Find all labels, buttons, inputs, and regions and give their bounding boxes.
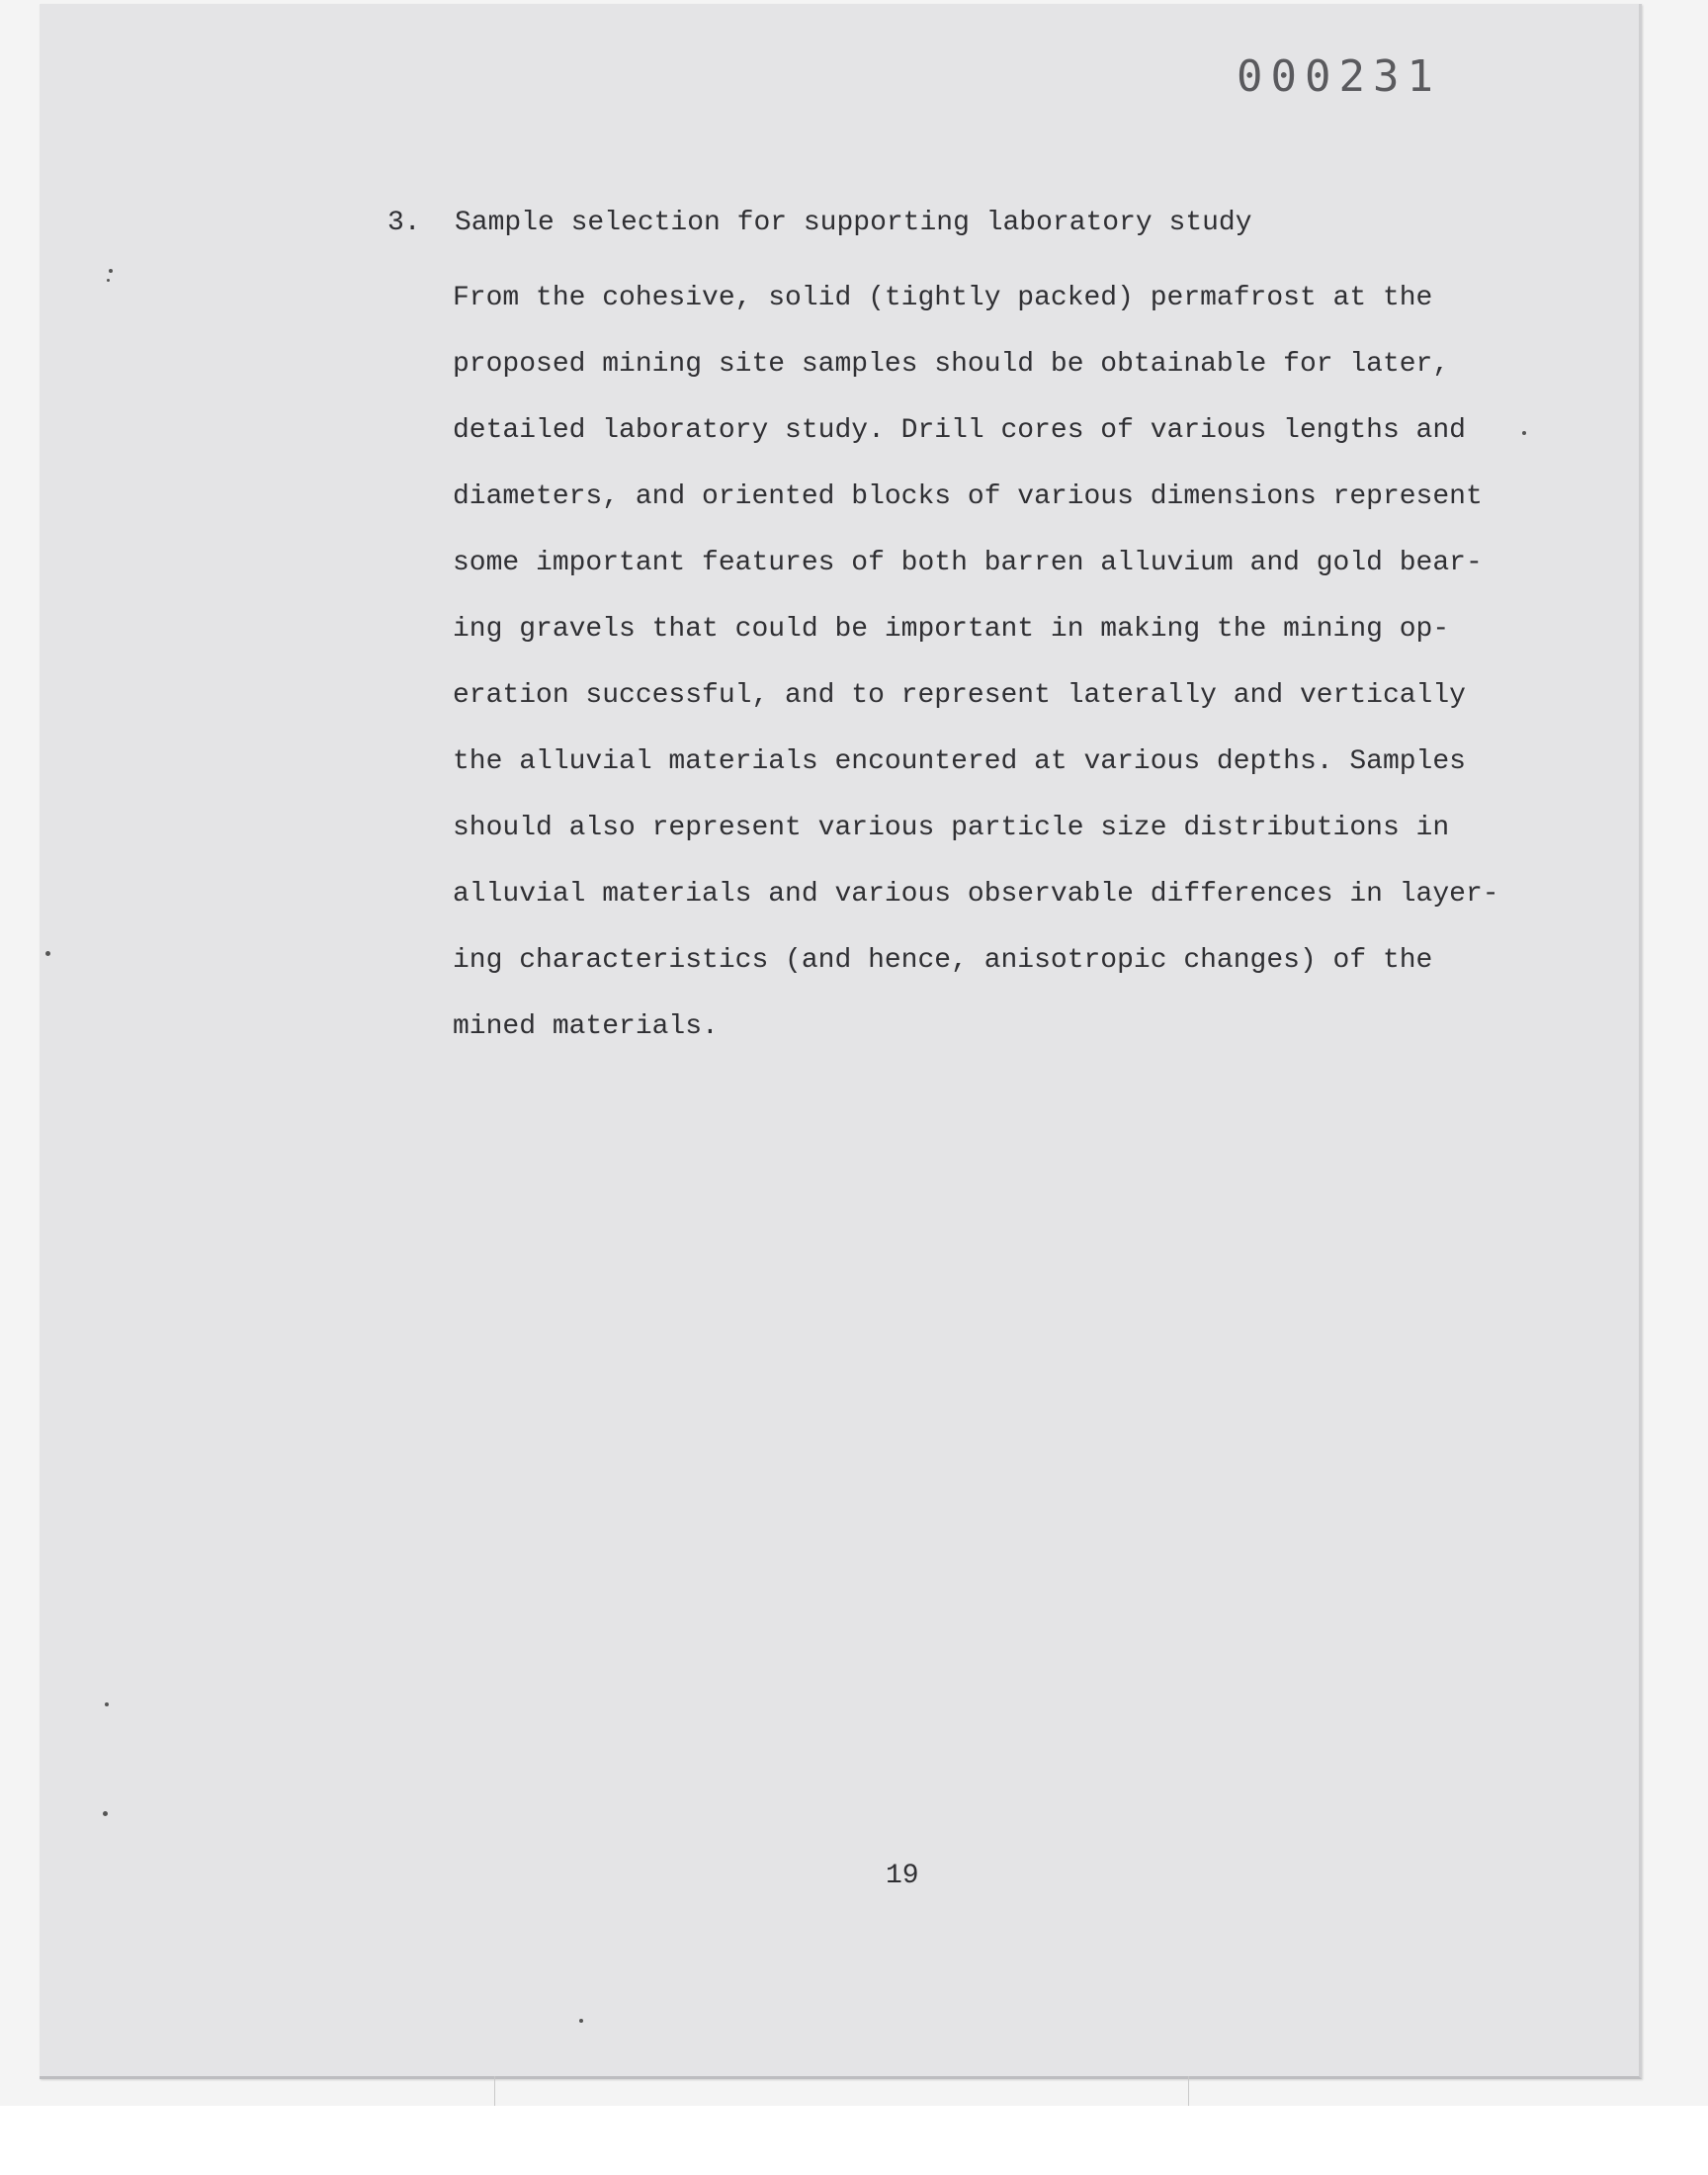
scan-edge-line — [494, 2076, 495, 2106]
body-line: alluvial materials and various observable differences in layer- — [453, 879, 1499, 910]
scan-edge-line — [1188, 2076, 1189, 2106]
section-body — [453, 279, 1500, 1074]
scan-speck — [103, 1811, 108, 1816]
section-heading: Sample selection for supporting laboratory study — [455, 208, 1252, 238]
document-stamp-number: 000231 — [1237, 51, 1441, 102]
scan-margin — [0, 2106, 1708, 2175]
document-page — [40, 4, 1642, 2079]
scan-speck — [105, 1702, 109, 1706]
body-line: ing characteristics (and hence, anisotropic changes) of the — [453, 945, 1433, 976]
scan-speck — [1522, 431, 1526, 435]
body-line: should also represent various particle size distributions in — [453, 813, 1450, 843]
scan-speck — [109, 269, 113, 273]
body-line: detailed laboratory study. Drill cores of various lengths and — [453, 415, 1466, 446]
scan-speck — [107, 279, 110, 282]
page-number: 19 — [886, 1861, 919, 1891]
body-line: diameters, and oriented blocks of various dimensions represent — [453, 481, 1483, 512]
body-line: the alluvial materials encountered at various depths. Samples — [453, 746, 1466, 777]
scan-speck — [45, 951, 50, 956]
section-number: 3. — [387, 208, 421, 238]
body-line: some important features of both barren alluvium and gold bear- — [453, 548, 1483, 578]
scan-speck — [579, 2019, 583, 2023]
body-line: From the cohesive, solid (tightly packed) permafrost at the — [453, 283, 1433, 313]
body-line: proposed mining site samples should be obtainable for later, — [453, 349, 1450, 380]
body-line: ing gravels that could be important in making the mining op- — [453, 614, 1450, 645]
body-line: mined materials. — [453, 1011, 719, 1042]
body-line: eration successful, and to represent laterally and vertically — [453, 680, 1466, 711]
